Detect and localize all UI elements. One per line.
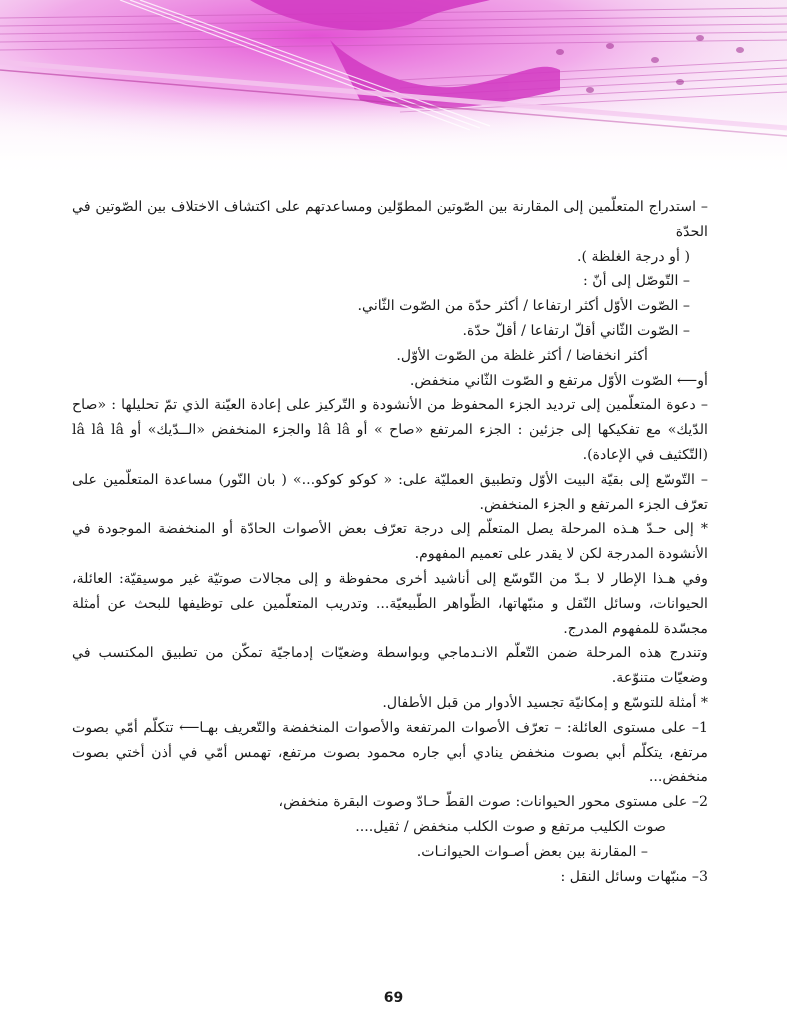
paragraph-line: – الصّوت الثّاني أقلّ ارتفاعا / أقلّ حدّة. — [462, 322, 690, 339]
paragraph-line: 2– على مستوى محور الحيوانات: صوت القطّ حـادّ وصوت البقرة منخفض، — [278, 794, 708, 811]
paragraph-line: – التّوسّع إلى بقيّة البيت الأوّل وتطبيق العمليّة على: « كوكو كوكو...» ( بان النّور) مساعدة المتعلّمين على تعرّف الجزء المرتفع و الجزء المنخفض. — [72, 471, 708, 513]
paragraph-line: – استدراج المتعلّمين إلى المقارنة بين الصّوتين المطوّلين ومساعدتهم على اكتشاف الاختلاف بين الصّوتين في الحدّة — [72, 199, 708, 240]
paragraph-line: – التّوصّل إلى أنّ : — [582, 273, 690, 290]
paragraph-line: – دعوة المتعلّمين إلى ترديد الجزء المحفوظ من الأنشودة و التّركيز على إعادة العيّنة الذي تمّ تحليلها : «صاح الدّيك» مع تفكيكها إلى جزئين : الجزء المرتفع «صاح » أو lâ lâ والجزء المنخفض «الــدّيك» أو lâ lâ lâ (التّكثيف في الإعادة). — [72, 397, 708, 463]
paragraph-line: وتندرج هذه المرحلة ضمن التّعلّم الانـدماجي وبواسطة وضعيّات إدماجيّة تمكّن من تطبيق المكتسب في وضعيّات متنوّعة. — [72, 645, 708, 687]
page-number: 69 — [383, 990, 404, 1006]
paragraph-line: أو⟵ الصّوت الأوّل مرتفع و الصّوت الثّاني منخفض. — [409, 372, 708, 389]
header-banner-music-image — [0, 0, 787, 180]
paragraph-line: – الصّوت الأوّل أكثر ارتفاعا / أكثر حدّة من الصّوت الثّاني. — [357, 298, 690, 315]
paragraph-line: * أمثلة للتوسّع و إمكانيّة تجسيد الأدوار من قبل الأطفال. — [382, 694, 708, 711]
paragraph-line: * إلى حـدّ هـذه المرحلة يصل المتعلّم إلى درجة تعرّف بعض الأصوات الحادّة أو المنخفضة الموجودة في الأنشودة المدرجة لكن لا يقدر على تعميم المفهوم. — [72, 521, 708, 563]
paragraph-line: ( أو درجة الغلظة ). — [576, 248, 690, 265]
paragraph-line: 3– منبّهات وسائل النقل : — [560, 868, 708, 885]
paragraph-line: – المقارنة بين بعض أصـوات الحيوانـات. — [416, 843, 648, 860]
paragraph-line: وفي هـذا الإطار لا بـدّ من التّوسّع إلى أناشيد أخرى محفوظة و إلى مجالات صوتيّة غير موسيقيّة: العائلة، الحيوانات، وسائل النّقل و منبّهاتها، الظّواهر الطّبيعيّة... وتدريب المتعلّمين على توظيفها للبحث عن أمثلة مجسّدة للمفهوم المدرج. — [72, 570, 708, 637]
paragraph-line: 1– على مستوى العائلة: – تعرّف الأصوات المرتفعة والأصوات المنخفضة والتّعريف بهـا⟵ تتكلّم أمّي بصوت مرتفع، يتكلّم أبي بصوت منخفض ينادي أبي جاره محمود بصوت مرتفع، تهمس أمّي في أذن أختي بصوت منخفض... — [72, 719, 708, 786]
violin-and-sheet-music-illustration — [0, 0, 787, 180]
lesson-text — [72, 195, 708, 889]
paragraph-line: أكثر انخفاضا / أكثر غلظة من الصّوت الأوّل. — [396, 347, 648, 364]
paragraph-line: صوت الكليب مرتفع و صوت الكلب منخفض / ثقيل.... — [355, 818, 666, 835]
